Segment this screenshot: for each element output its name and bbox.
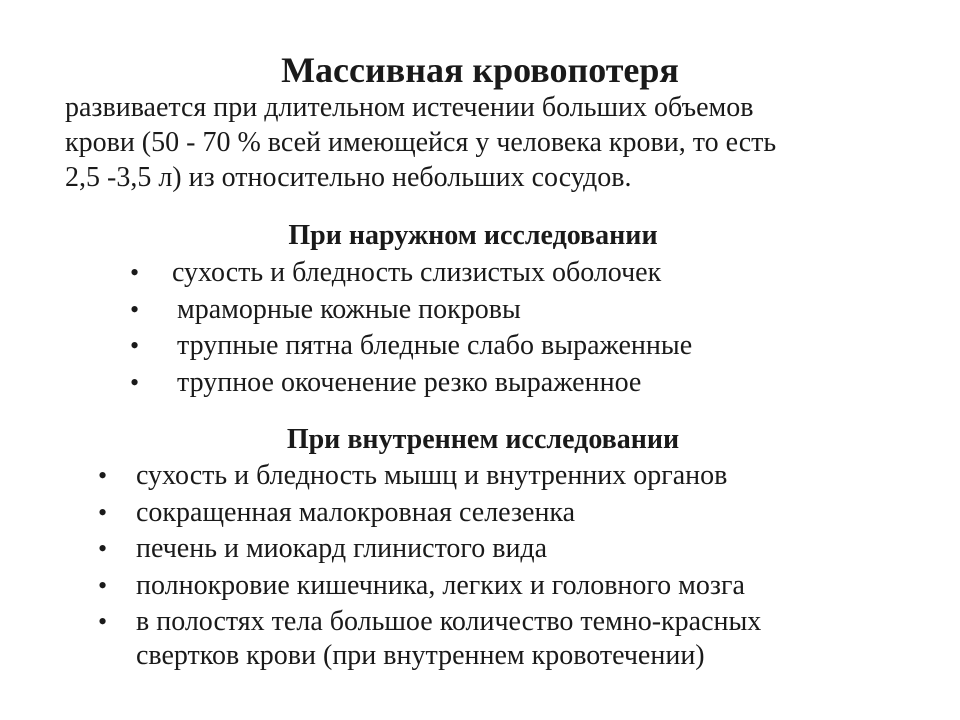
bullet-icon: • bbox=[98, 570, 108, 600]
internal-exam-heading: При внутреннем исследовании bbox=[286, 424, 680, 455]
list-item-text: трупное окоченение резко выраженное bbox=[177, 366, 642, 398]
list-item-continuation: свертков крови (при внутреннем кровотечении) bbox=[136, 640, 705, 671]
bullet-icon: • bbox=[98, 534, 108, 563]
external-exam-list bbox=[130, 256, 692, 402]
bullet-icon: • bbox=[130, 294, 140, 324]
list-item bbox=[130, 293, 692, 330]
list-item-text: трупные пятна бледные слабо выраженные bbox=[177, 330, 693, 361]
intro-line-3: 2,5 -3,5 л) из относительно небольших сосудов. bbox=[65, 162, 632, 193]
bullet-icon: • bbox=[130, 331, 140, 360]
list-item-text: полнокровие кишечника, легких и головного мозга bbox=[136, 569, 745, 601]
list-item bbox=[98, 532, 761, 569]
bullet-icon: • bbox=[130, 258, 140, 287]
intro-line-1: развивается при длительном истечении больших объемов bbox=[65, 92, 754, 123]
bullet-icon: • bbox=[98, 461, 108, 490]
list-item bbox=[98, 496, 761, 533]
bullet-icon: • bbox=[130, 367, 140, 397]
bullet-icon: • bbox=[98, 607, 108, 636]
list-item bbox=[130, 329, 692, 366]
list-item bbox=[130, 256, 692, 293]
external-exam-heading: При наружном исследовании bbox=[288, 220, 658, 251]
slide-title: Массивная кровопотеря bbox=[281, 50, 679, 90]
list-item-text: в полостях тела большое количество темно-красных bbox=[136, 606, 762, 637]
intro-line-2: крови (50 - 70 % всей имеющейся у человека крови, то есть bbox=[65, 127, 777, 158]
list-item-text: печень и миокард глинистого вида bbox=[136, 533, 548, 564]
list-item-text: сухость и бледность слизистых оболочек bbox=[172, 257, 662, 288]
list-item bbox=[98, 605, 761, 673]
list-item bbox=[98, 569, 761, 606]
internal-exam-list bbox=[98, 459, 761, 673]
list-item bbox=[130, 366, 692, 403]
list-item-text: мраморные кожные покровы bbox=[177, 293, 521, 325]
list-item bbox=[98, 459, 761, 496]
intro-paragraph bbox=[65, 90, 925, 195]
list-item-text: сокращенная малокровная селезенка bbox=[136, 496, 576, 528]
list-item-text: сухость и бледность мышц и внутренних органов bbox=[136, 460, 728, 491]
bullet-icon: • bbox=[98, 497, 108, 527]
